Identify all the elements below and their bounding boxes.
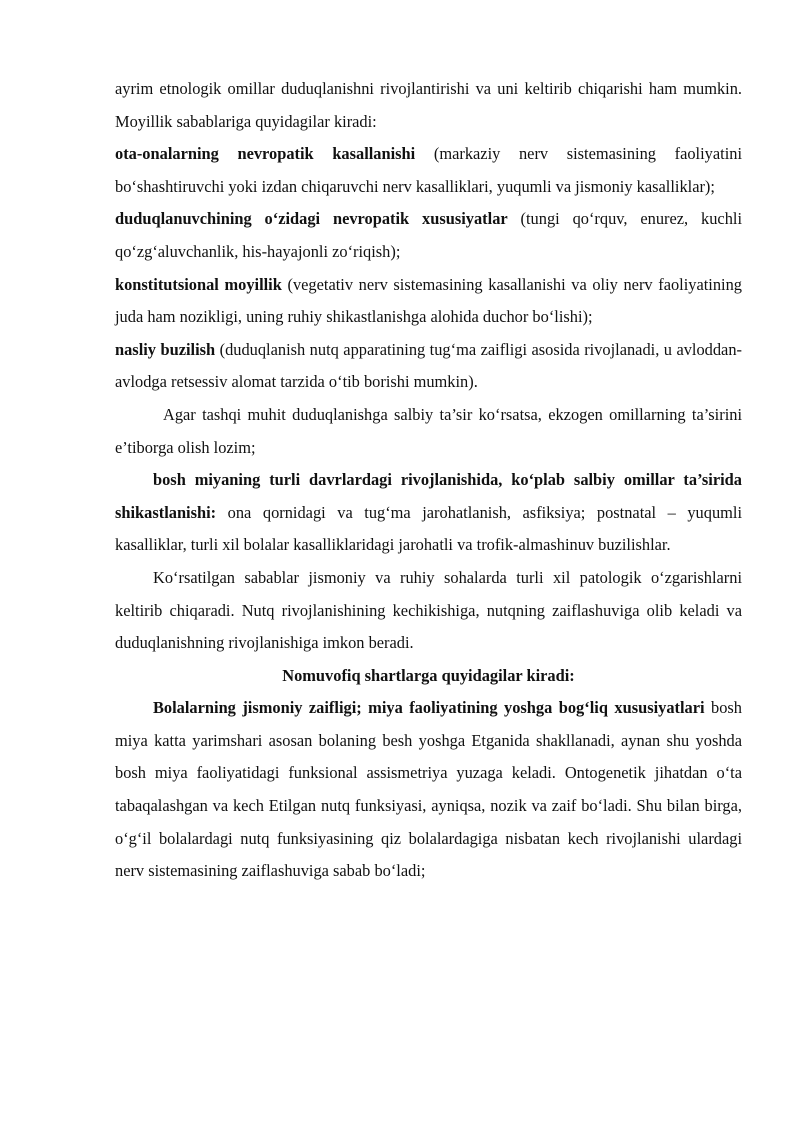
paragraph-own-neuropathy: duduqlanuvchining o‘zidagi nevropatik xususiyatlar (tungi qo‘rquv, enurez, kuchli qo‘zg‘aluvchanlik, his-hayajonli zo‘riqish);: [115, 209, 742, 261]
paragraph-brain-damage: bosh miyaning turli davrlardagi rivojlanishida, ko‘plab salbiy omillar ta’sirida shikastlanishi: ona qornidagi va tug‘ma jarohatlanish, asfiksiya; postnatal – yuqumli kasalliklar, turli xil bolalar kasalliklaridagi jarohatli va trofik-almashinuv buzilishlar.: [115, 470, 742, 555]
paragraph-physical-weakness: Bolalarning jismoniy zaifligi; miya faoliyatining yoshga bog‘liq xususiyatlari bosh miya katta yarimshari asosan bolaning besh yoshga Etganida shakllanadi, aynan shu yoshda bosh miya faoliyatidagi funksional assismetriya yuzaga keladi. Ontogenetik jihatdan o‘ta tabaqalashgan va kech Etilgan nutq funksiyasi, ayniqsa, nozik va zaif bo‘ladi. Shu bilan birga, o‘g‘il bolalardagi nutq funksiyasining qiz bolalardagiga nisbatan kech rivojlanishi ulardagi nerv sistemasining zaiflashuviga sabab bo‘ladi;: [115, 698, 742, 881]
section-heading: Nomuvofiq shartlarga quyidagilar kiradi:: [282, 665, 575, 685]
term-own-neuropathy: duduqlanuvchining o‘zidagi nevropatik xususiyatlar: [115, 209, 508, 229]
term-brain-damage: bosh miyaning turli davrlardagi rivojlanishida, ko‘plab salbiy omillar ta’sirida shikastlanishi:: [115, 470, 742, 522]
paragraph-constitutional: konstitutsional moyillik (vegetativ nerv sistemasining kasallanishi va oliy nerv faoliyatining juda ham nozikligi, uning ruhiy shikastlanishga alohida duchor bo‘lishi);: [115, 274, 742, 327]
paragraph-consequences: Ko‘rsatilgan sabablar jismoniy va ruhiy sohalarda turli xil patologik o‘zgarishlarni keltirib chiqaradi. Nutq rivojlanishining kechikishiga, nutqning zaiflashuviga olib keladi va duduqlanishning rivojlanishiga imkon beradi.: [115, 567, 742, 653]
paragraph-hereditary: nasliy buzilish (duduqlanish nutq apparatining tug‘ma zaifligi asosida rivojlanadi, u avloddan-avlodga retsessiv alomat tarzida o‘tib borishi mumkin).: [115, 339, 742, 392]
term-constitutional: konstitutsional moyillik: [115, 274, 282, 294]
paragraph-parental-neuropathy: ota-onalarning nevropatik kasallanishi (markaziy nerv sistemasining faoliyatini bo‘shashtiruvchi yoki izdan chiqaruvchi nerv kasalliklari, yuqumli va jismoniy kasalliklar);: [115, 144, 742, 196]
term-hereditary: nasliy buzilish: [115, 339, 216, 359]
paragraph-exogenous: Agar tashqi muhit duduqlanishga salbiy ta’sir ko‘rsatsa, ekzogen omillarning ta’sirini e’tiborga olish lozim;: [115, 404, 742, 457]
term-parental-neuropathy: ota-onalarning nevropatik kasallanishi: [115, 144, 416, 164]
term-physical-weakness: Bolalarning jismoniy zaifligi; miya faoliyatining yoshga bog‘liq xususiyatlari: [153, 698, 705, 718]
paragraph-intro: ayrim etnologik omillar duduqlanishni rivojlantirishi va uni keltirib chiqarishi ham mumkin. Moyillik sabablariga quyidagilar kiradi:: [115, 79, 742, 131]
